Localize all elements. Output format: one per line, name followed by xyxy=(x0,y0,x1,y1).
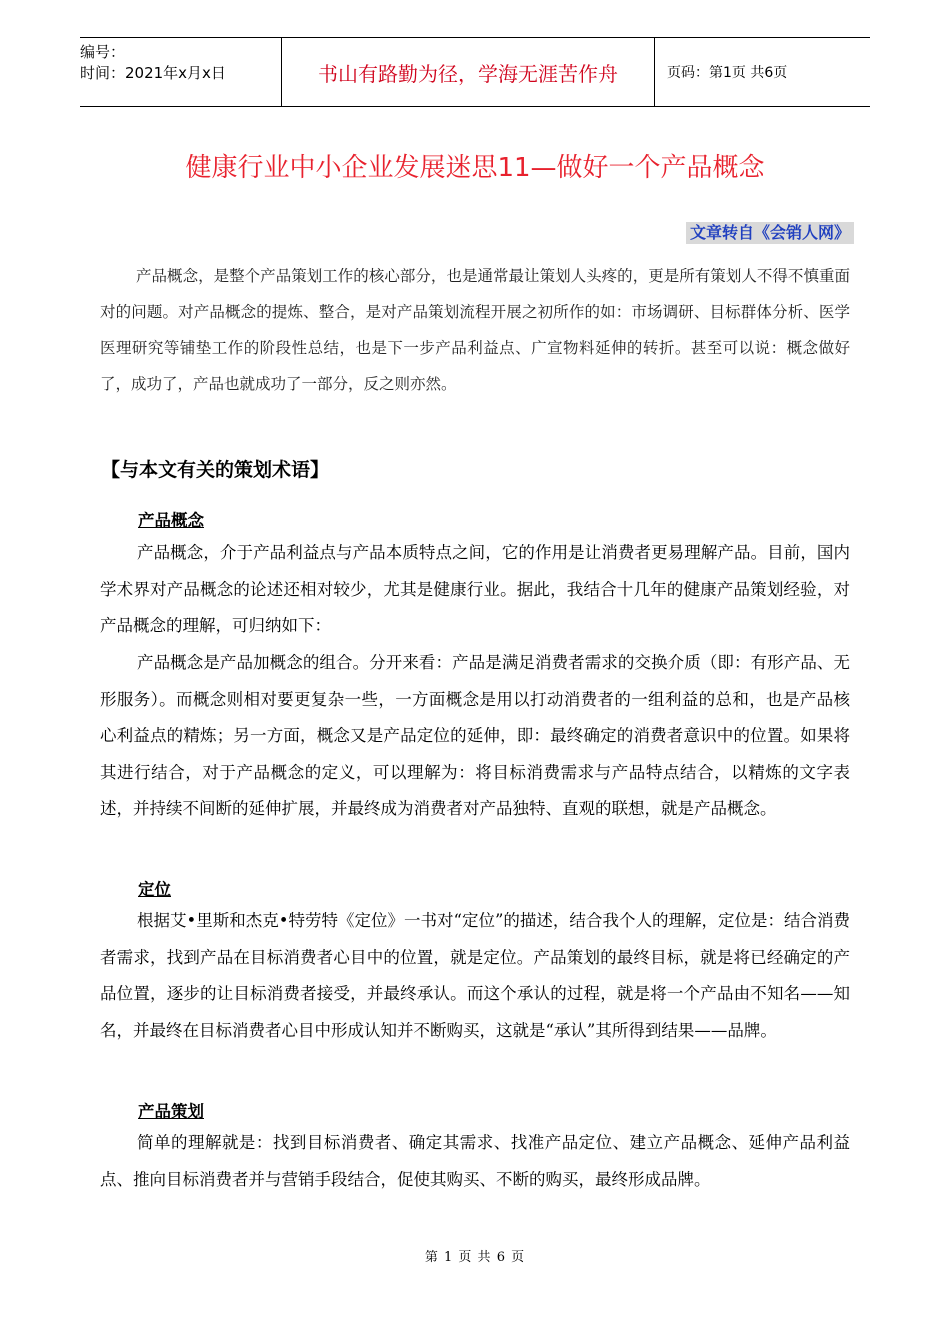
header-page-info: 页码：第1页 共6页 xyxy=(667,65,788,81)
term-heading-product-concept: 产品概念 xyxy=(138,511,204,530)
document-number-label: 编号： xyxy=(80,43,126,61)
term-paragraph: 简单的理解就是：找到目标消费者、确定其需求、找准产品定位、建立产品概念、延伸产品利益点、推向目标消费者并与营销手段结合，促使其购买、不断的购买，最终形成品牌。 xyxy=(100,1133,850,1189)
term-paragraph: 产品概念是产品加概念的组合。分开来看：产品是满足消费者需求的交换介质（即：有形产品、无形服务）。而概念则相对要更复杂一些，一方面概念是用以打动消费者的一组利益的总和，也是产品核心利益点的精炼；另一方面，概念又是产品定位的延伸，即：最终确定的消费者意识中的位置。如果将其进行结合，对于产品概念的定义，可以理解为：将目标消费需求与产品特点结合，以精炼的文字表述，并持续不间断的延伸扩展，并最终成为消费者对产品独特、直观的联想，就是产品概念。 xyxy=(100,653,850,818)
page-footer: 第 1 页 共 6 页 xyxy=(424,1250,526,1265)
document-time-label: 时间：2021年x月x日 xyxy=(80,64,226,82)
term-heading-product-planning: 产品策划 xyxy=(138,1102,204,1121)
header-meta xyxy=(80,38,280,110)
term-heading-positioning: 定位 xyxy=(138,880,171,899)
source-attribution: 文章转自《会销人网》 xyxy=(686,222,854,244)
intro-paragraph: 产品概念，是整个产品策划工作的核心部分，也是通常最让策划人头疼的，更是所有策划人不得不慎重面对的问题。对产品概念的提炼、整合，是对产品策划流程开展之初所作的如：市场调研、目标群体分析、医学医理研究等铺垫工作的阶段性总结，也是下一步产品利益点、广宣物料延伸的转折。甚至可以说：概念做好了，成功了，产品也就成功了一部分，反之则亦然。 xyxy=(100,267,850,393)
term-paragraph: 根据艾•里斯和杰克•特劳特《定位》一书对“定位”的描述，结合我个人的理解，定位是：结合消费者需求，找到产品在目标消费者心目中的位置，就是定位。产品策划的最终目标，就是将已经确定的产品位置，逐步的让目标消费者接受，并最终承认。而这个承认的过程，就是将一个产品由不知名——知名，并最终在目标消费者心目中形成认知并不断购买，这就是“承认”其所得到结果——品牌。 xyxy=(100,911,850,1040)
page-header xyxy=(80,37,870,107)
header-motto: 书山有路勤为径，学海无涯苦作舟 xyxy=(281,38,655,106)
term-paragraph: 产品概念，介于产品利益点与产品本质特点之间，它的作用是让消费者更易理解产品。目前，国内学术界对产品概念的论述还相对较少，尤其是健康行业。据此，我结合十几年的健康产品策划经验，对产品概念的理解，可归纳如下： xyxy=(100,543,850,635)
section-heading: 【与本文有关的策划术语】 xyxy=(101,459,330,481)
document-title: 健康行业中小企业发展迷思11—做好一个产品概念 xyxy=(185,153,765,183)
